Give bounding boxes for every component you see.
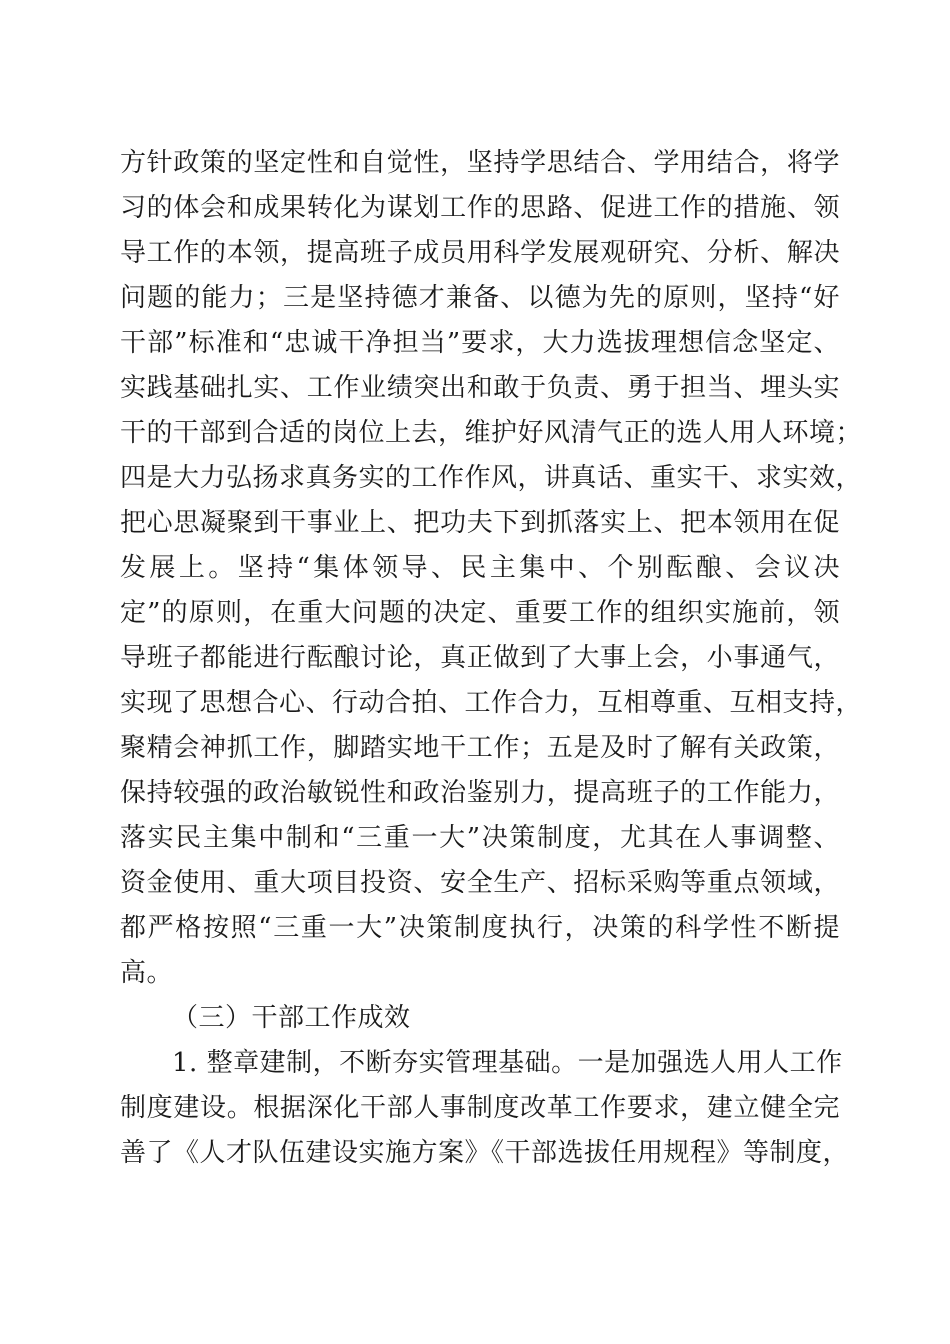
text-line: 实践基础扎实、工作业绩突出和敢于负责、勇于担当、埋头实 <box>120 373 840 403</box>
subsection-text-line: 1. 整章建制，不断夯实管理基础。一是加强选人用人工作 <box>172 1048 843 1078</box>
subsection-text-line: 善了《人才队伍建设实施方案》《干部选拔任用规程》等制度， <box>120 1138 850 1168</box>
text-line: 四是大力弘扬求真务实的工作作风，讲真话、重实干、求实效， <box>120 463 863 493</box>
text-line: 高。 <box>120 958 174 988</box>
text-line: 问题的能力；三是坚持德才兼备、以德为先的原则，坚持“好 <box>120 283 840 313</box>
text-line: 落实民主集中制和“三重一大”决策制度，尤其在人事调整、 <box>120 823 840 853</box>
text-line: 定”的原则，在重大问题的决定、重要工作的组织实施前，领 <box>120 598 840 628</box>
text-line: 发展上。坚持“集体领导、民主集中、个别酝酿、会议决 <box>120 553 840 583</box>
text-line: 保持较强的政治敏锐性和政治鉴别力，提高班子的工作能力， <box>120 778 840 808</box>
text-line: 干的干部到合适的岗位上去，维护好风清气正的选人用人环境； <box>120 418 863 448</box>
text-line: 习的体会和成果转化为谋划工作的思路、促进工作的措施、领 <box>120 193 840 223</box>
text-line: 干部”标准和“忠诚干净担当”要求，大力选拔理想信念坚定、 <box>120 328 840 358</box>
section-heading: （三）干部工作成效 <box>172 1003 411 1033</box>
text-line: 把心思凝聚到干事业上、把功夫下到抓落实上、把本领用在促 <box>120 508 840 538</box>
text-line: 资金使用、重大项目投资、安全生产、招标采购等重点领域， <box>120 868 840 898</box>
subsection-text-line: 制度建设。根据深化干部人事制度改革工作要求，建立健全完 <box>120 1093 840 1123</box>
text-line: 方针政策的坚定性和自觉性，坚持学思结合、学用结合，将学 <box>120 148 840 178</box>
text-line: 导工作的本领，提高班子成员用科学发展观研究、分析、解决 <box>120 238 840 268</box>
text-line: 实现了思想合心、行动合拍、工作合力，互相尊重、互相支持， <box>120 688 863 718</box>
text-line: 都严格按照“三重一大”决策制度执行，决策的科学性不断提 <box>120 913 840 943</box>
text-line: 聚精会神抓工作，脚踏实地干工作；五是及时了解有关政策， <box>120 733 840 763</box>
text-line: 导班子都能进行酝酿讨论，真正做到了大事上会，小事通气， <box>120 643 840 673</box>
